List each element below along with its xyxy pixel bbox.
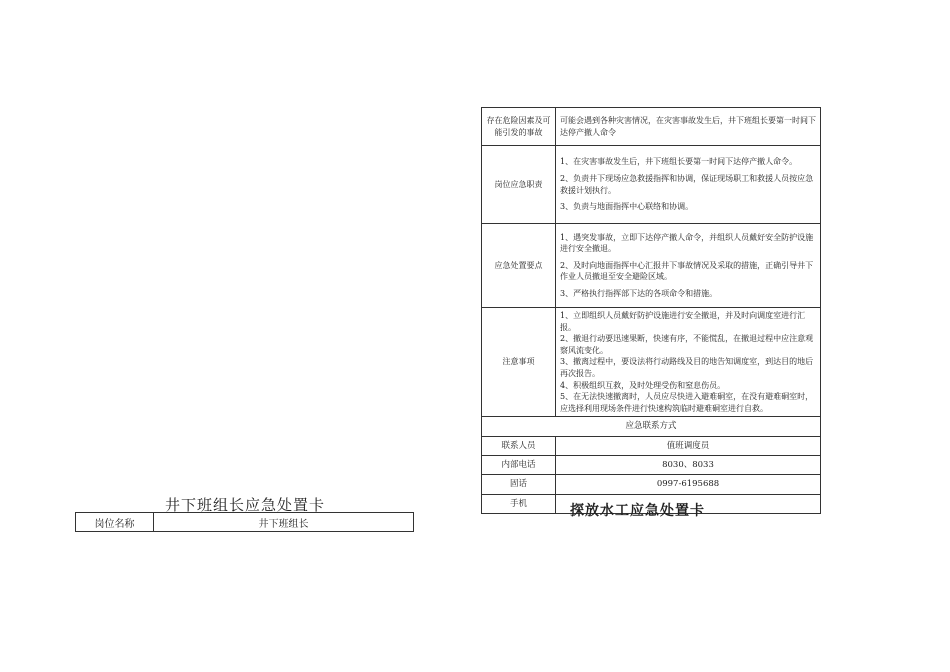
contact-label: 手机	[482, 494, 556, 513]
list-item: 1、遇突发事故，立即下达停产撤人命令，并组织人员戴好安全防护设施进行安全撤退。	[560, 232, 814, 254]
notes-cell	[556, 308, 821, 417]
list-item: 1、立即组织人员戴好防护设施进行安全撤退，并及时向调度室进行汇报。	[560, 311, 806, 332]
contact-value: 0997-6195688	[556, 475, 821, 494]
list-item: 1、在灾害事故发生后，井下班组长要第一时间下达停产撤人命令。	[560, 157, 798, 167]
left-card-title: 井下班组长应急处置卡	[164, 496, 325, 514]
table-row	[76, 513, 414, 532]
duties-cell	[556, 146, 821, 224]
contact-label: 联系人员	[482, 436, 556, 455]
list-item: 5、在无法快速撤离时，人员应尽快进入避难硐室，在没有避难硐室时，应选择利用现场条件进行快速构筑临时避难硐室进行自救。	[560, 392, 814, 413]
table-row	[482, 108, 821, 146]
notes-label: 注意事项	[482, 308, 556, 417]
position-name-label: 岗位名称	[76, 513, 154, 532]
table-row	[482, 475, 821, 494]
response-label: 应急处置要点	[482, 224, 556, 308]
table-row	[482, 417, 821, 436]
right-card-table	[481, 107, 821, 514]
contact-header: 应急联系方式	[482, 417, 821, 436]
list-item: 3、撤离过程中，要设法将行动路线及目的地告知调度室，到达目的地后再次报告。	[560, 357, 814, 378]
list-item: 4、积极组织互救，及时处理受伤和窒息伤员。	[560, 380, 726, 390]
duties-label: 岗位应急职责	[482, 146, 556, 224]
contact-label: 内部电话	[482, 455, 556, 474]
response-cell	[556, 224, 821, 308]
contact-value: 值班调度员	[556, 436, 821, 455]
hazards-text: 可能会遇到各种灾害情况，在灾害事故发生后，井下班组长要第一时间下达停产撤人命令	[556, 108, 821, 146]
right-card-title: 探放水工应急处置卡	[570, 503, 705, 519]
list-item: 3、负责与地面指挥中心联络和协调。	[560, 202, 694, 212]
table-row	[482, 308, 821, 417]
contact-label: 固话	[482, 475, 556, 494]
table-row	[482, 455, 821, 474]
list-item: 3、严格执行指挥部下达的各项命令和措施。	[560, 288, 718, 298]
table-row	[482, 224, 821, 308]
list-item: 2、负责井下现场应急救援指挥和协调，保证现场职工和救援人员按应急救援计划执行。	[560, 173, 814, 195]
hazards-label: 存在危险因素及可能引发的事故	[482, 108, 556, 146]
contact-value: 8030、8033	[556, 455, 821, 474]
table-row	[482, 146, 821, 224]
left-card-table	[75, 512, 414, 532]
list-item: 2、及时向地面指挥中心汇报井下事故情况及采取的措施，正确引导井下作业人员撤退至安全避险区域。	[560, 260, 814, 282]
list-item: 2、撤退行动要迅速果断，快速有序，不能慌乱，在撤退过程中应注意观察风流变化。	[560, 334, 814, 355]
position-name-value: 井下班组长	[154, 513, 414, 532]
table-row	[482, 436, 821, 455]
